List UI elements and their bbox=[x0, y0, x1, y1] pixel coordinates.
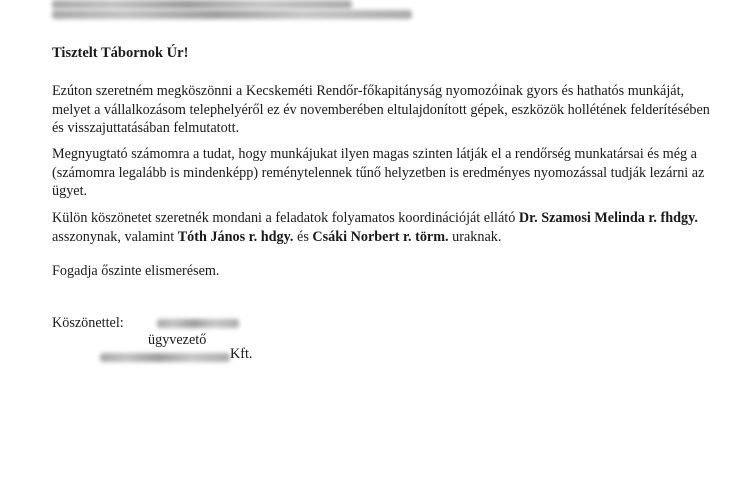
redacted-header-line-2 bbox=[52, 10, 412, 19]
signer-title: ügyvezető bbox=[148, 332, 207, 348]
officer-name-2: Tóth János r. hdgy. bbox=[177, 228, 294, 245]
officer-name-1: Dr. Szamosi Melinda r. fhdgy. bbox=[518, 210, 698, 226]
special-thanks-text-2: asszonynak, valamint bbox=[52, 228, 178, 245]
paragraph-thanks: Ezúton szeretném megköszönni a Kecskeméti Rendőr-főkapitányság nyomozóinak gyors és hathatós munkáját, melyet a vállalkozásom telephelyéről ez év novemberében eltulajdonított gépek, eszközök hollétének felderítésében és visszajuttatásában felmutatott. bbox=[52, 83, 710, 136]
paragraph-appreciation: Fogadja őszinte elismerésem. bbox=[52, 263, 220, 279]
special-thanks-text-4: uraknak. bbox=[448, 228, 502, 245]
special-thanks-text-1: Külön köszönetet szeretnék mondani a feladatok folyamatos koordinációját ellátó bbox=[52, 210, 519, 226]
redacted-header-line-1 bbox=[52, 0, 352, 9]
special-thanks-text-3: és bbox=[293, 228, 313, 245]
closing-phrase: Köszönettel: bbox=[52, 315, 124, 331]
paragraph-reassurance: Megnyugtató számomra a tudat, hogy munkájukat ilyen magas szinten látják el a rendőrség munkatársai és még a (számomra legalább is mindenképp) reménytelennek tűnő helyzetben is eredményes nyomozással tudják lezárni az ügyet. bbox=[52, 146, 705, 199]
officer-name-3: Csáki Norbert r. törm. bbox=[312, 228, 449, 245]
redacted-signer-name bbox=[157, 319, 239, 328]
company-suffix: Kft. bbox=[230, 346, 253, 362]
redacted-company-name bbox=[100, 353, 230, 362]
salutation: Tisztelt Tábornok Úr! bbox=[52, 45, 189, 61]
paragraph-special-thanks bbox=[52, 209, 712, 246]
